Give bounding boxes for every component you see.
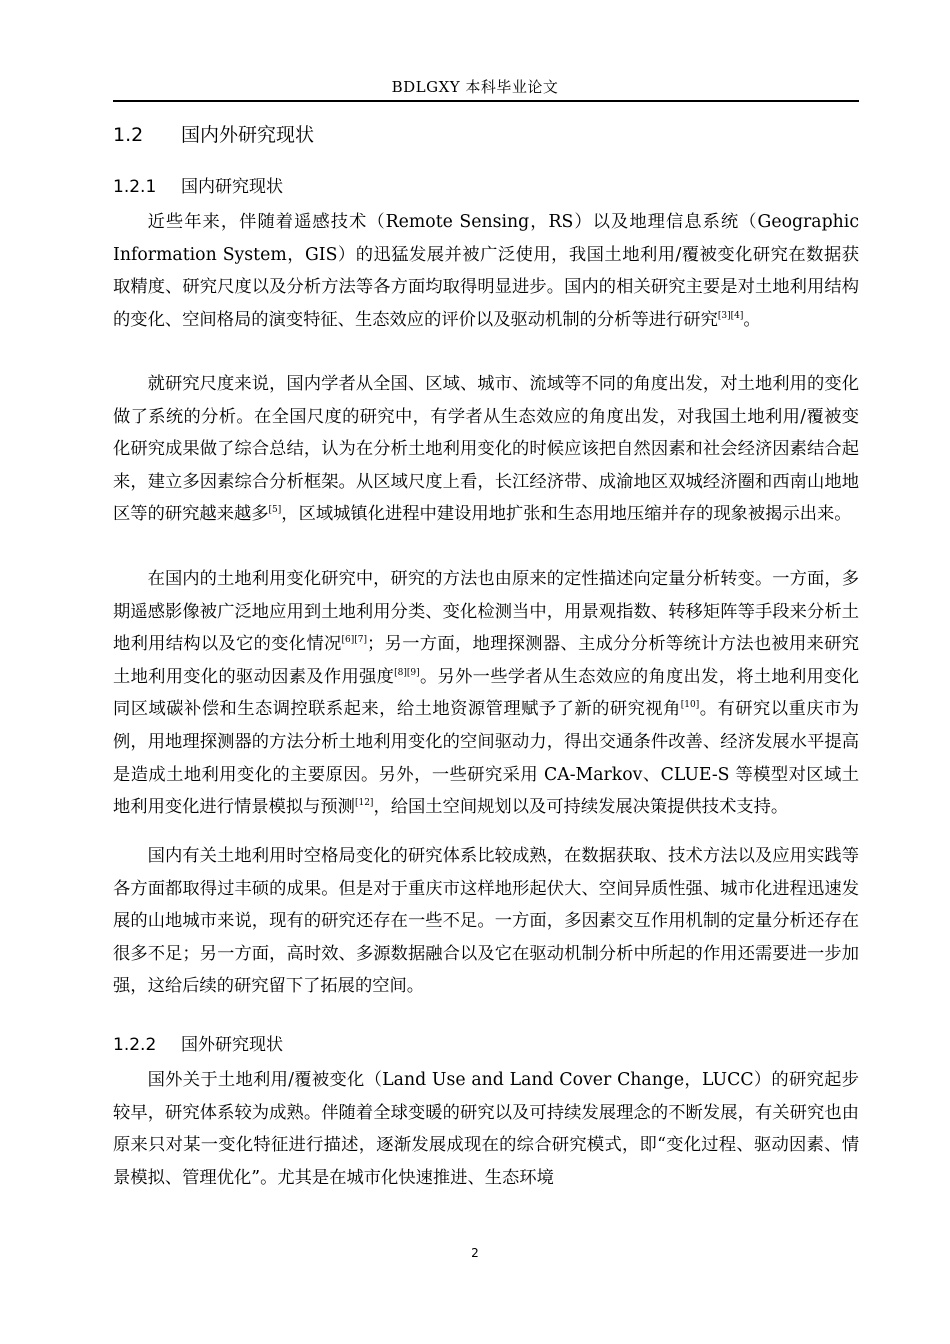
subsection-number: 1.2.2: [113, 1035, 157, 1055]
subsection-title: 国内研究现状: [181, 177, 283, 197]
paragraph-text: 。有研究以重庆市为例，用地理探测器的方法分析土地利用变化的空间驱动力，得出交通条件改善、经济发展水平提高是造成土地利用变化的主要原因。另外，一些研究采用 CA-Markov、CLUE-S 等模型对区域土地利用变化进行情景模拟与预测: [113, 699, 859, 818]
citation: [10]: [680, 700, 700, 711]
paragraph-5: 国外关于土地利用/覆被变化（Land Use and Land Cover Change，LUCC）的研究起步较早，研究体系较为成熟。伴随着全球变暖的研究以及可持续发展理念的不断发展，有关研究也由原来只对某一变化特征进行描述，逐渐发展成现在的综合研究模式，即“变化过程、驱动因素、情景模拟、管理优化”。尤其是在城市化快速推进、生态环境: [113, 1070, 859, 1188]
paragraph-text: 。: [743, 309, 761, 330]
paragraph-text: 近些年来，伴随着遥感技术（Remote Sensing，RS）以及地理信息系统（Geographic Information System，GIS）的迅猛发展并被广泛使用，我国土地利用/覆被变化研究在数据获取精度、研究尺度以及分析方法等各方面均取得明显进步。国内的相关研究主要是对土地利用结构的变化、空间格局的演变特征、生态效应的评价以及驱动机制的分析等进行研究: [113, 212, 859, 330]
citation: [6][7]: [341, 635, 368, 646]
subsection-heading-domestic: [113, 172, 283, 197]
citation: [12]: [354, 798, 374, 809]
paragraph-4: 国内有关土地利用时空格局变化的研究体系比较成熟，在数据获取、技术方法以及应用实践等各方面都取得过丰硕的成果。但是对于重庆市这样地形起伏大、空间异质性强、城市化进程迅速发展的山地城市来说，现有的研究还存在一些不足。一方面，多因素交互作用机制的定量分析还存在很多不足；另一方面，高时效、多源数据融合以及它在驱动机制分析中所起的作用还需要进一步加强，这给后续的研究留下了拓展的空间。: [113, 846, 859, 997]
subsection-title: 国外研究现状: [181, 1035, 283, 1055]
paragraph-text: 在国内的土地利用变化研究中，研究的方法也由原来的定性描述向定量分析转变。一方面，多期遥感影像被广泛地应用到土地利用分类、变化检测当中，用景观指数、转移矩阵等手段来分析土地利用结构以及它的变化情况: [113, 569, 859, 655]
citation: [8][9]: [394, 668, 420, 679]
section-heading: [113, 120, 314, 147]
paragraph-1: [113, 206, 859, 336]
section-title: 国内外研究现状: [181, 124, 315, 146]
section-number: 1.2: [113, 124, 144, 146]
header-rule: [113, 100, 859, 102]
paragraph-3: [113, 563, 859, 824]
page-header-title: BDLGXY 本科毕业论文: [391, 78, 559, 96]
subsection-number: 1.2.1: [113, 177, 157, 197]
paragraph-text: 。另外一些学者从生态效应的角度出发，将土地利用变化同区域碳补偿和生态调控联系起来，给土地资源管理赋予了新的研究视角: [113, 666, 859, 720]
paragraph-text: ；另一方面，地理探测器、主成分分析等统计方法也被用来研究土地利用变化的驱动因素及作用强度: [113, 634, 859, 687]
paragraph-2: [113, 368, 859, 531]
subsection-heading-foreign: [113, 1030, 283, 1055]
paragraph-text: 就研究尺度来说，国内学者从全国、区域、城市、流域等不同的角度出发，对土地利用的变化做了系统的分析。在全国尺度的研究中，有学者从生态效应的角度出发，对我国土地利用/覆被变化研究成果做了综合总结，认为在分析土地利用变化的时候应该把自然因素和社会经济因素结合起来，建立多因素综合分析框架。从区域尺度上看，长江经济带、成渝地区双城经济圈和西南山地地区等的研究越来越多: [113, 374, 859, 525]
citation: [5]: [268, 505, 282, 516]
paragraph-text: ，区域城镇化进程中建设用地扩张和生态用地压缩并存的现象被揭示出来。: [281, 504, 852, 525]
page-number: 2: [471, 1246, 479, 1260]
citation: [3][4]: [717, 311, 744, 322]
paragraph-text: ，给国土空间规划以及可持续发展决策提供技术支持。: [373, 797, 789, 818]
